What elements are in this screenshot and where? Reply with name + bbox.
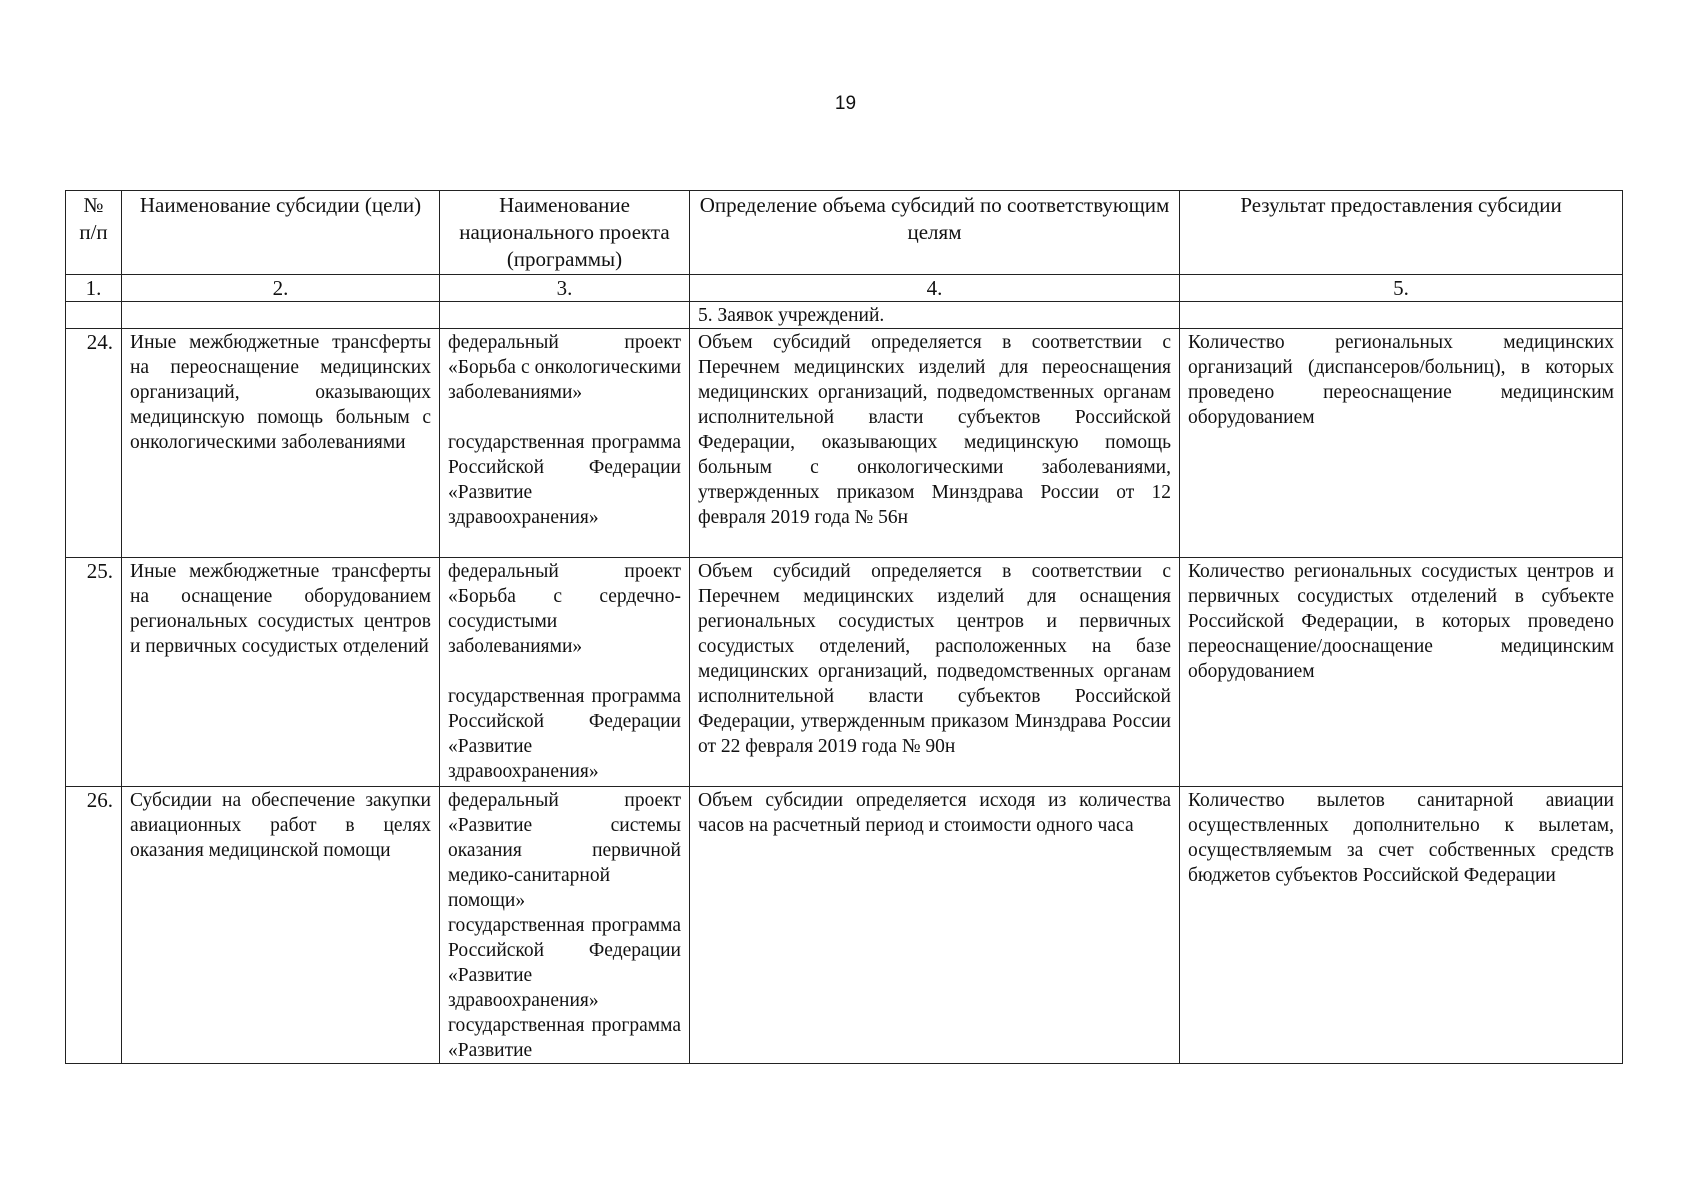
volume-definition: Объем субсидий определяется в соответствии с Перечнем медицинских изделий для оснащения региональных сосудистых центров и первичных сосудистых отделений, расположенных на базе медицинских организаций, подведомственных органам исполнительной власти субъектов Российской Федерации, утвержденным приказом Минздрава России от 22 февраля 2019 года № 90н	[690, 558, 1180, 787]
subsidy-name: Иные межбюджетные трансферты на оснащение оборудованием региональных сосудистых центров и первичных сосудистых отделений	[122, 558, 440, 787]
table-row	[66, 329, 1623, 558]
header-national-project: Наименование национального проекта (программы)	[440, 191, 690, 275]
continuation-empty	[122, 302, 440, 329]
header-subsidy-name: Наименование субсидии (цели)	[122, 191, 440, 275]
column-number: 1.	[66, 275, 122, 302]
page-number: 19	[834, 93, 857, 114]
column-number: 3.	[440, 275, 690, 302]
subsidy-result: Количество региональных медицинских организаций (диспансеров/больниц), в которых проведено переоснащение медицинским оборудованием	[1180, 329, 1623, 558]
subsidy-result: Количество вылетов санитарной авиации осуществленных дополнительно к вылетам, осуществляемым за счет собственных средств бюджетов субъектов Российской Федерации	[1180, 787, 1623, 1064]
continuation-volume: 5. Заявок учреждений.	[690, 302, 1180, 329]
table-row	[66, 558, 1623, 787]
table-row	[66, 787, 1623, 1064]
column-numbers-row	[66, 275, 1623, 302]
column-number: 4.	[690, 275, 1180, 302]
national-project	[440, 329, 690, 558]
national-project	[440, 787, 690, 1064]
project-federal: федеральный проект «Борьба с сердечно-сосудистыми заболеваниями»	[448, 561, 681, 657]
continuation-row	[66, 302, 1623, 329]
column-number: 5.	[1180, 275, 1623, 302]
header-volume-definition: Определение объема субсидий по соответствующим целям	[690, 191, 1180, 275]
table-header-row	[66, 191, 1623, 275]
project-federal: федеральный проект «Развитие системы оказания первичной медико-санитарной помощи»	[448, 790, 681, 911]
subsidy-table	[65, 190, 1623, 1064]
subsidy-name: Субсидии на обеспечение закупки авиационных работ в целях оказания медицинской помощи	[122, 787, 440, 1064]
subsidy-result: Количество региональных сосудистых центров и первичных сосудистых отделений в субъекте Российской Федерации, в которых проведено переоснащение/дооснащение медицинским оборудованием	[1180, 558, 1623, 787]
subsidy-name: Иные межбюджетные трансферты на переоснащение медицинских организаций, оказывающих медицинскую помощь больным с онкологическими заболеваниями	[122, 329, 440, 558]
continuation-empty	[1180, 302, 1623, 329]
volume-definition: Объем субсидии определяется исходя из количества часов на расчетный период и стоимости одного часа	[690, 787, 1180, 1064]
volume-definition: Объем субсидий определяется в соответствии с Перечнем медицинских изделий для переоснащения медицинских организаций, подведомственных органам исполнительной власти субъектов Российской Федерации, оказывающих медицинскую помощь больным с онкологическими заболеваниями, утвержденных приказом Минздрава России от 12 февраля 2019 года № 56н	[690, 329, 1180, 558]
project-state-program: государственная программа Российской Федерации «Развитие здравоохранения»	[448, 915, 681, 1011]
header-result: Результат предоставления субсидии	[1180, 191, 1623, 275]
continuation-empty	[66, 302, 122, 329]
project-federal: федеральный проект «Борьба с онкологическими заболеваниями»	[448, 332, 681, 403]
continuation-empty	[440, 302, 690, 329]
project-state-program: государственная программа Российской Федерации «Развитие здравоохранения»	[448, 686, 681, 782]
row-number: 26.	[66, 787, 122, 1064]
national-project	[440, 558, 690, 787]
header-number: № п/п	[66, 191, 122, 275]
row-number: 24.	[66, 329, 122, 558]
project-state-program: государственная программа Российской Федерации «Развитие здравоохранения»	[448, 432, 681, 528]
project-state-program-continued: государственная программа «Развитие	[448, 1015, 681, 1061]
row-number: 25.	[66, 558, 122, 787]
column-number: 2.	[122, 275, 440, 302]
